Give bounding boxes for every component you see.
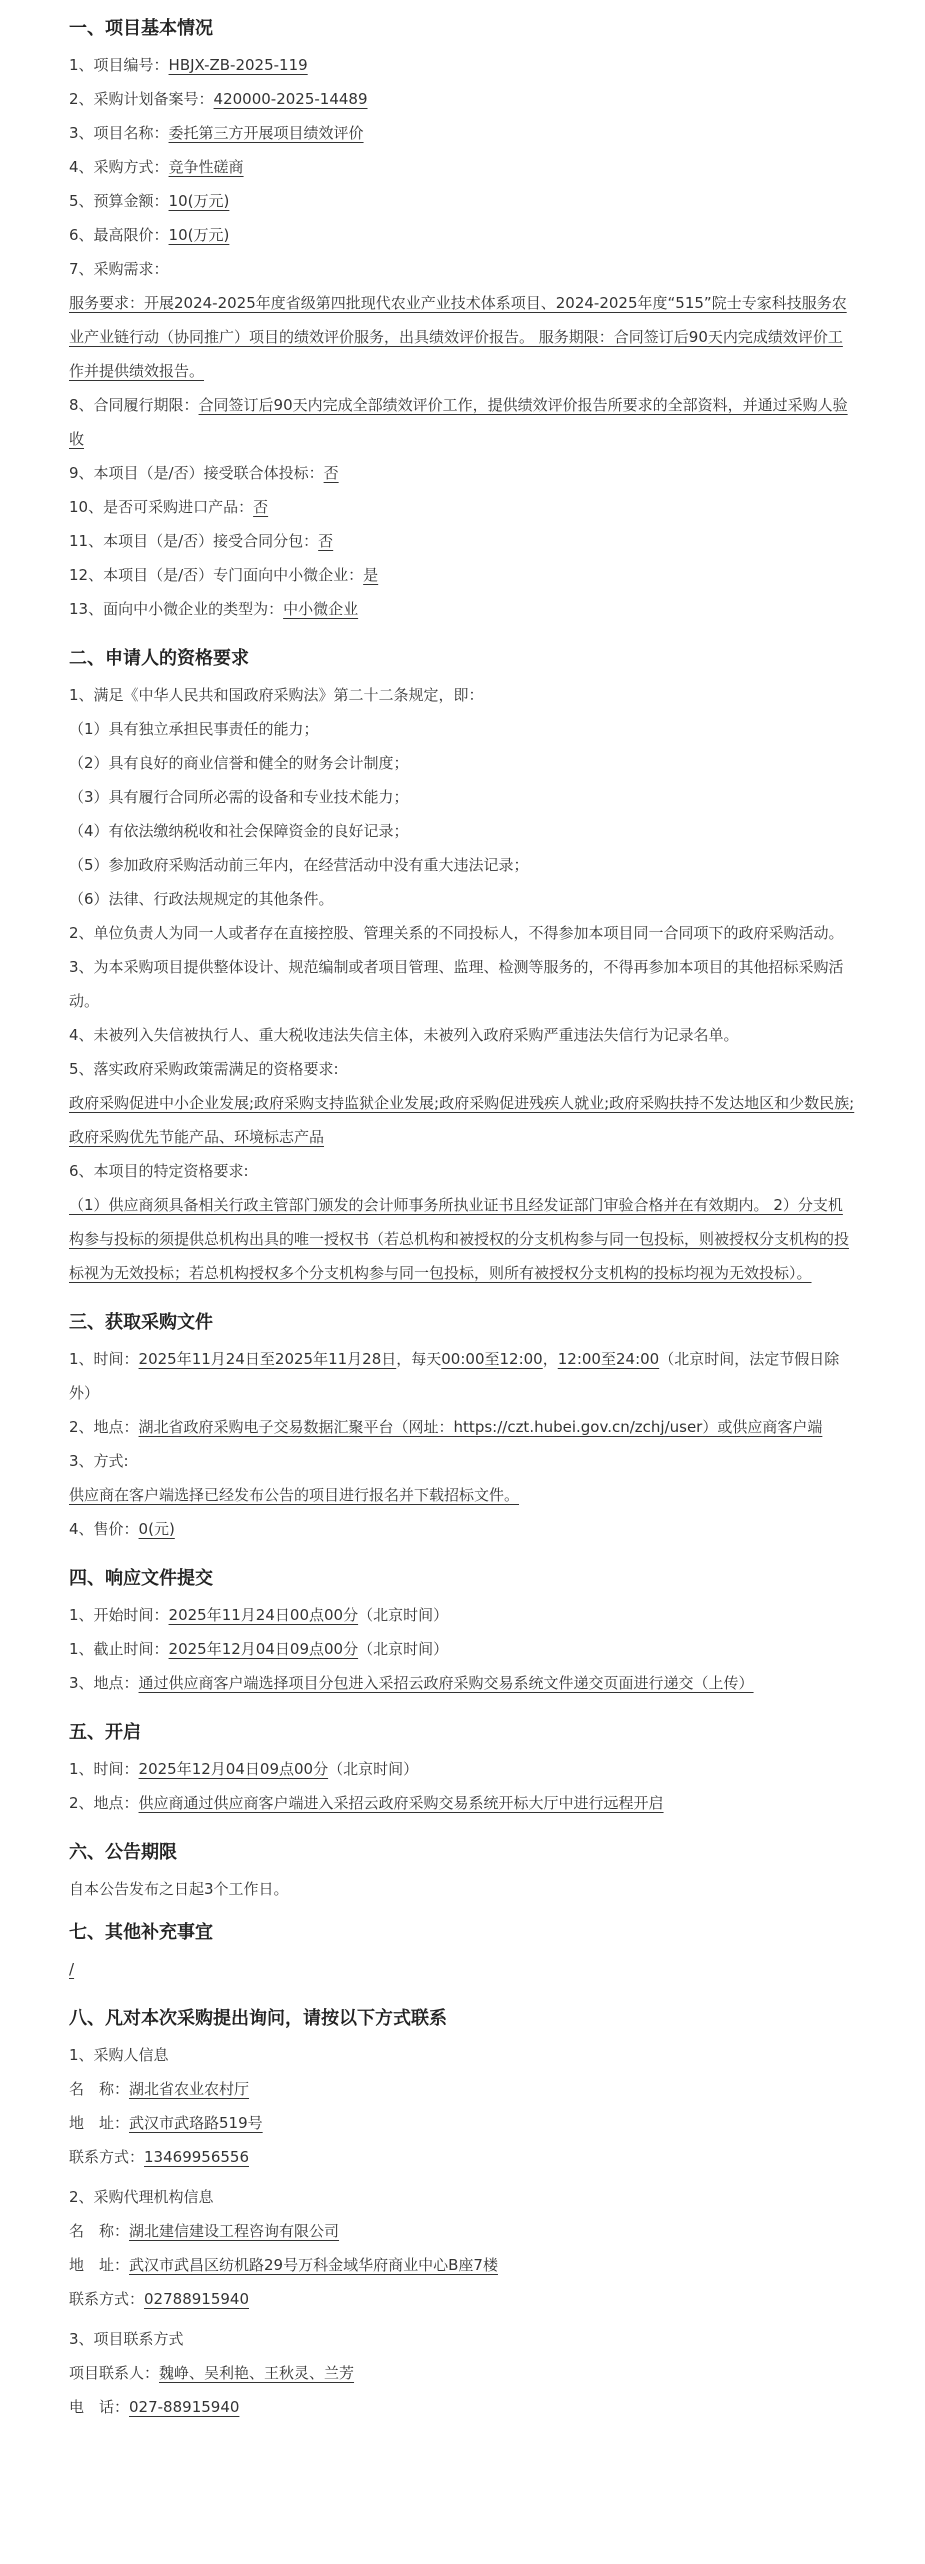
section-title-contacts: 八、凡对本次采购提出询问，请按以下方式联系 [69,2008,447,2029]
notice-period-text: 自本公告发布之日起3个工作日。 [69,1880,289,1898]
contract-period-value: 合同签订后90天内完成全部绩效评价工作，提供绩效评价报告所要求的全部资料，并通过采购人验收 [69,396,848,448]
sme-type-row: 13、面向中小微企业的类型为：中小微企业 [69,600,359,618]
section-title-submission: 四、响应文件提交 [69,1568,213,1589]
qualification-1-item: （5）参加政府采购活动前三年内，在经营活动中没有重大违法记录； [69,856,529,874]
get-docs-way-label: 3、方式: [69,1452,129,1470]
buyer-name-row: 名 称：湖北省农业农村厅 [69,2080,250,2098]
submission-location-row: 3、地点：通过供应商客户端选择项目分包进入采招云政府采购交易系统文件递交页面进行递交（上传） [69,1674,754,1692]
buyer-address-row: 地 址：武汉市武珞路519号 [69,2114,263,2132]
opening-time-row: 1、时间：2025年12月04日09点00分（北京时间） [69,1760,419,1778]
requirements-value: 服务要求：开展2024-2025年度省级第四批现代农业产业技术体系项目、2024-2025年度“515”院士专家科技服务农业产业链行动（协同推广）项目的绩效评价服务，出具绩效评价报告。 服务期限：合同签订后90天内完成绩效评价工作并提供绩效报告。 [69,294,847,380]
qualification-4: 4、未被列入失信被执行人、重大税收违法失信主体，未被列入政府采购严重违法失信行为记录名单。 [69,1026,739,1044]
policy-requirements: 政府采购促进中小企业发展;政府采购支持监狱企业发展;政府采购促进残疾人就业;政府采购扶持不发达地区和少数民族;政府采购优先节能产品、环境标志产品 [69,1094,855,1146]
project-contact-phone-row: 电 话：027-88915940 [69,2398,240,2416]
get-docs-price-row: 4、售价：0(元) [69,1520,175,1538]
get-docs-time-row: 1、时间：2025年11月24日至2025年11月28日，每天00:00至12:00，12:00至24:00（北京时间，法定节假日除外） [69,1350,840,1402]
project-contact-heading: 3、项目联系方式 [69,2330,184,2348]
sme-row: 12、本项目（是/否）专门面向中小微企业：是 [69,566,379,584]
get-docs-location-link[interactable]: 湖北省政府采购电子交易数据汇聚平台（网址：https://czt.hubei.gov.cn/zchj/user）或供应商客户端 [138,1418,823,1436]
agent-phone-row: 联系方式：02788915940 [69,2290,249,2308]
project-number-row: 1、项目编号：HBJX-ZB-2025-119 [69,56,308,74]
agent-info-heading: 2、采购代理机构信息 [69,2188,214,2206]
import-row: 10、是否可采购进口产品：否 [69,498,269,516]
budget-value: 10(万元) [168,192,230,210]
contract-period-row: 8、合同履行期限：合同签订后90天内完成全部绩效评价工作，提供绩效评价报告所要求的全部资料，并通过采购人验收 [69,396,848,448]
buyer-info-heading: 1、采购人信息 [69,2046,169,2064]
consortium-row: 9、本项目（是/否）接受联合体投标：否 [69,464,339,482]
section-title-notice-period: 六、公告期限 [69,1842,177,1863]
qualification-1-item: （2）具有良好的商业信誉和健全的财务会计制度； [69,754,409,772]
qualification-5: 5、落实政府采购政策需满足的资格要求: [69,1060,339,1078]
section-title-get-documents: 三、获取采购文件 [69,1312,213,1333]
requirements-label: 7、采购需求： [69,260,169,278]
submission-start-row: 1、开始时间：2025年11月24日00点00分（北京时间） [69,1606,449,1624]
get-docs-way-value: 供应商在客户端选择已经发布公告的项目进行报名并下载招标文件。 [69,1486,520,1504]
specific-requirements: （1）供应商须具备相关行政主管部门颁发的会计师事务所执业证书且经发证部门审验合格并在有效期内。 2）分支机构参与投标的须提供总机构出具的唯一授权书（若总机构和被授权的分支机构参与同一包投标，则被授权分支机构的投标视为无效投标；若总机构授权多个分支机构参与同一包投标，则所有被授权分支机构的投标均视为无效投标）。 [69,1196,850,1282]
section-title-supplementary: 七、其他补充事宜 [69,1922,213,1943]
qualification-1-item: （1）具有独立承担民事责任的能力； [69,720,319,738]
agent-address-row: 地 址：武汉市武昌区纺机路29号万科金域华府商业中心B座7楼 [69,2256,498,2274]
qualification-2: 2、单位负责人为同一人或者存在直接控股、管理关系的不同投标人，不得参加本项目同一合同项下的政府采购活动。 [69,924,844,942]
qualification-1-item: （6）法律、行政法规规定的其他条件。 [69,890,334,908]
procurement-method-value: 竞争性磋商 [168,158,244,176]
section-title-opening: 五、开启 [69,1722,141,1743]
qualification-1: 1、满足《中华人民共和国政府采购法》第二十二条规定，即： [69,686,484,704]
qualification-6: 6、本项目的特定资格要求: [69,1162,249,1180]
plan-number-row: 2、采购计划备案号：420000-2025-14489 [69,90,368,108]
project-number-value: HBJX-ZB-2025-119 [168,56,308,74]
sme-type-value: 中小微企业 [283,600,359,618]
section-title-basic-info: 一、项目基本情况 [69,18,213,39]
budget-row: 5、预算金额：10(万元) [69,192,230,210]
qualification-3: 3、为本采购项目提供整体设计、规范编制或者项目管理、监理、检测等服务的，不得再参加本项目的其他招标采购活动。 [69,958,844,1010]
import-value: 否 [253,498,269,516]
submission-end-row: 1、截止时间：2025年12月04日09点00分（北京时间） [69,1640,449,1658]
consortium-value: 否 [323,464,339,482]
section-title-qualifications: 二、申请人的资格要求 [69,648,249,669]
plan-number-value: 420000-2025-14489 [213,90,368,108]
subcontract-row: 11、本项目（是/否）接受合同分包：否 [69,532,334,550]
qualification-1-item: （3）具有履行合同所必需的设备和专业技术能力； [69,788,409,806]
opening-location-row: 2、地点：供应商通过供应商客户端进入采招云政府采购交易系统开标大厅中进行远程开启 [69,1794,664,1812]
agent-name-row: 名 称：湖北建信建设工程咨询有限公司 [69,2222,340,2240]
project-contact-people-row: 项目联系人：魏峥、吴利艳、王秋灵、兰芳 [69,2364,355,2382]
max-price-value: 10(万元) [168,226,230,244]
project-name-value: 委托第三方开展项目绩效评价 [168,124,364,142]
supplementary-text: / [69,1960,75,1978]
sme-value: 是 [363,566,379,584]
project-name-row: 3、项目名称：委托第三方开展项目绩效评价 [69,124,364,142]
subcontract-value: 否 [318,532,334,550]
qualification-1-item: （4）有依法缴纳税收和社会保障资金的良好记录； [69,822,409,840]
max-price-row: 6、最高限价：10(万元) [69,226,230,244]
get-docs-location-row: 2、地点：湖北省政府采购电子交易数据汇聚平台（网址：https://czt.hubei.gov.cn/zchj/user）或供应商客户端 [69,1418,823,1436]
buyer-phone-row: 联系方式：13469956556 [69,2148,249,2166]
procurement-method-row: 4、采购方式：竞争性磋商 [69,158,244,176]
get-docs-price-value: 0(元) [138,1520,175,1538]
